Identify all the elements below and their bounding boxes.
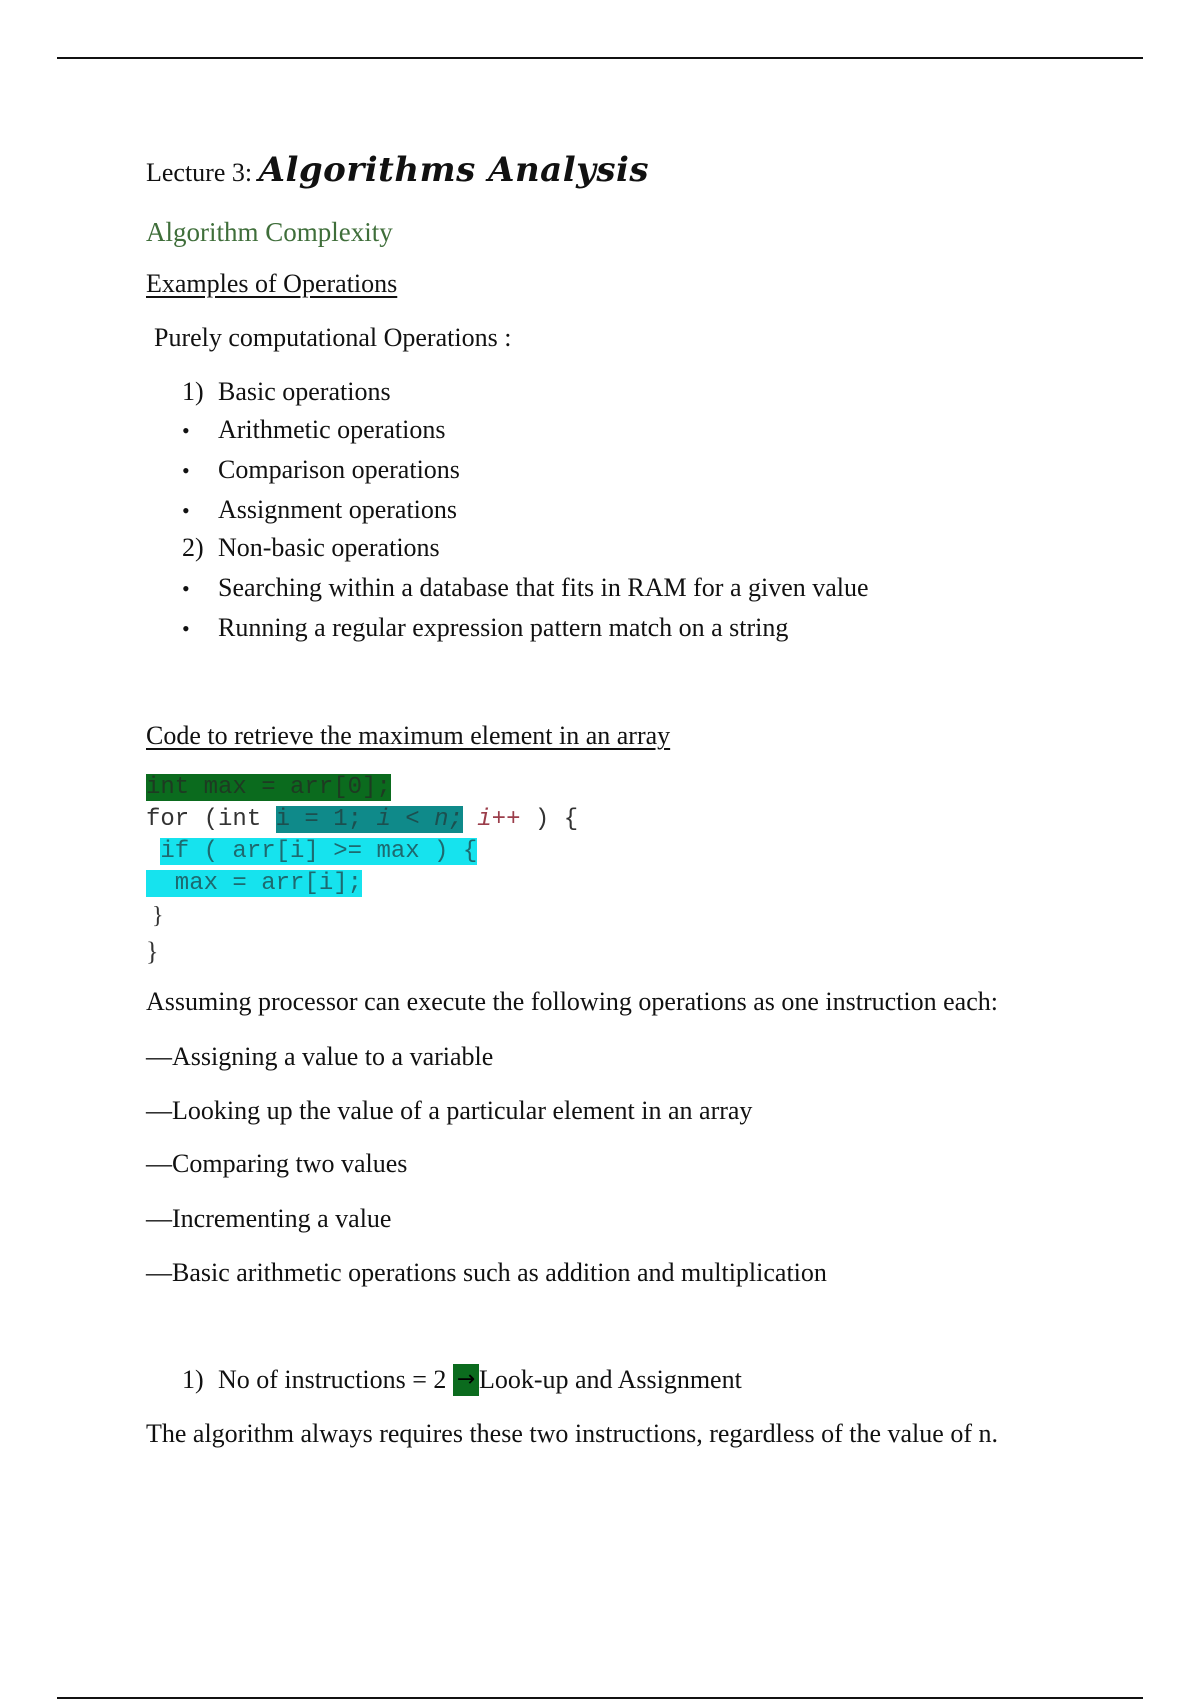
code-line-6: } — [146, 937, 159, 966]
list-item — [182, 612, 788, 645]
result-line — [182, 1364, 742, 1396]
bullet-icon: • — [182, 498, 190, 523]
list-item-text: Arithmetic operations — [218, 415, 446, 444]
list-item-text: Basic operations — [218, 377, 391, 406]
list-item-text: Searching within a database that fits in RAM for a given value — [218, 573, 869, 602]
section-heading-operations: Examples of Operations — [146, 269, 398, 298]
result-after-text: Look-up and Assignment — [478, 1365, 742, 1394]
list-item — [182, 376, 391, 408]
result-text: No of instructions = 2 — [218, 1365, 453, 1394]
conclusion-text: The algorithm always requires these two instructions, regardless of the value of n. — [146, 1419, 998, 1448]
code-text: for (int — [146, 806, 276, 833]
title-prefix: Lecture 3: — [146, 158, 253, 187]
code-highlight: max = arr[i]; — [146, 870, 363, 897]
list-item-text: Comparison operations — [218, 455, 460, 484]
list-item — [182, 414, 445, 447]
code-highlight: int max = arr[0]; — [146, 774, 391, 801]
code-line-2 — [146, 804, 578, 836]
top-rule — [57, 57, 1143, 59]
list-item — [182, 532, 440, 564]
section-heading-code: Code to retrieve the maximum element in an array — [146, 721, 671, 750]
bullet-icon: • — [182, 418, 190, 443]
list-marker: 1) — [182, 1365, 204, 1394]
operation-line: —Assigning a value to a variable — [146, 1042, 494, 1071]
operation-line: —Comparing two values — [146, 1149, 408, 1178]
arrow-right-icon: → — [453, 1364, 479, 1396]
operation-line: —Incrementing a value — [146, 1204, 392, 1233]
code-line-1 — [146, 772, 391, 804]
code-text: ) { — [520, 806, 579, 833]
code-text: i < n; — [376, 806, 463, 833]
list-marker: 2) — [182, 533, 204, 562]
list-item — [182, 572, 869, 605]
title-main: Algorithms Analysis — [258, 150, 650, 190]
list-marker: 1) — [182, 377, 204, 406]
bottom-rule — [57, 1697, 1143, 1699]
page-title — [146, 150, 650, 190]
code-highlight: if ( arr[i] >= max ) { — [160, 838, 478, 865]
bullet-icon: • — [182, 616, 190, 641]
list-item — [182, 454, 460, 487]
code-line-5: } — [146, 903, 164, 929]
bullet-icon: • — [182, 576, 190, 601]
list-item-text: Assignment operations — [218, 495, 458, 524]
subheading: Algorithm Complexity — [146, 217, 393, 247]
operation-line: —Basic arithmetic operations such as addition and multiplication — [146, 1258, 827, 1287]
list-item-text: Non-basic operations — [218, 533, 440, 562]
code-highlight — [276, 806, 463, 833]
operation-line: —Looking up the value of a particular element in an array — [146, 1096, 753, 1125]
code-text — [146, 838, 160, 865]
intro-text: Purely computational Operations : — [154, 323, 512, 352]
code-line-3 — [146, 836, 477, 868]
code-text: i++ — [462, 806, 521, 833]
bullet-icon: • — [182, 458, 190, 483]
list-item-text: Running a regular expression pattern match on a string — [218, 613, 789, 642]
assumption-text: Assuming processor can execute the following operations as one instruction each: — [146, 987, 998, 1016]
list-item — [182, 494, 457, 527]
code-text: i = 1; — [275, 806, 377, 833]
code-line-4 — [146, 868, 362, 900]
